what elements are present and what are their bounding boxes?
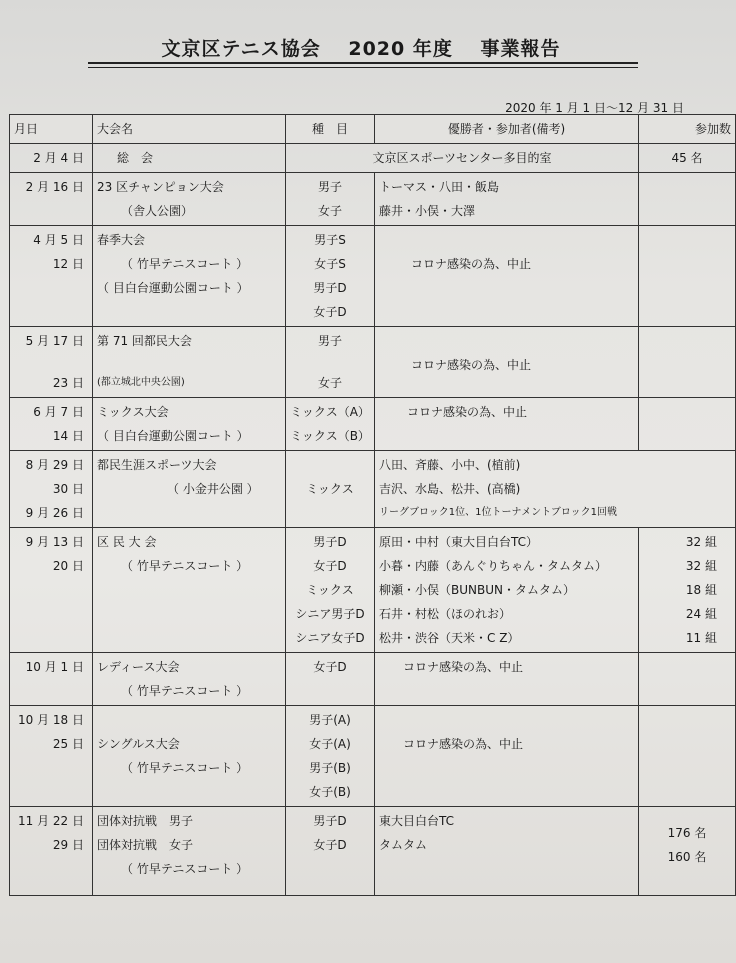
row-category (286, 451, 375, 528)
event-venue: （ 竹早テニスコート ） (121, 862, 249, 876)
event-name: 都民生涯スポーツ大会 (97, 458, 217, 472)
date-text: 9 月 13 日 (25, 535, 84, 549)
row-dates (10, 144, 93, 173)
event-name: 春季大会 (97, 233, 146, 247)
count-text: 176 名 (667, 826, 707, 840)
date-text: 2 月 4 日 (33, 151, 84, 165)
row-count (639, 706, 736, 807)
row-dates (10, 706, 93, 807)
row-count (639, 528, 736, 653)
date-text: 5 月 17 日 (25, 334, 84, 348)
row-event (93, 653, 286, 706)
event-name: シングルス大会 (97, 737, 180, 751)
count-text: 160 名 (667, 850, 707, 864)
row-event (93, 398, 286, 451)
row-dates (10, 173, 93, 226)
report-table (9, 114, 736, 896)
event-name: 23 区チャンピョン大会 (97, 180, 224, 194)
date-text: 12 日 (52, 257, 84, 271)
category-text: 男子D (313, 281, 347, 295)
event-venue: （ 小金井公園 ） (167, 482, 259, 496)
row-category (286, 226, 375, 327)
row-category (286, 327, 375, 398)
row-notes (375, 327, 639, 398)
table-row (10, 226, 736, 327)
event-name: 団体対抗戦 女子 (97, 838, 194, 852)
row-notes (375, 398, 639, 451)
row-event (93, 144, 286, 173)
note-text: 石井・村松（ほのれお） (379, 607, 512, 621)
category-text: 男子S (314, 233, 346, 247)
table-row (10, 528, 736, 653)
row-notes (375, 807, 639, 896)
event-name: 団体対抗戦 男子 (97, 814, 194, 828)
count-text: 24 組 (685, 607, 717, 621)
row-event (93, 327, 286, 398)
date-text: 4 月 5 日 (33, 233, 84, 247)
category-text: 女子D (313, 838, 347, 852)
category-text: 男子 (317, 334, 342, 348)
table-row (10, 327, 736, 398)
event-venue: （ 竹早テニスコート ） (121, 684, 249, 698)
note-text: コロナ感染の為、中止 (407, 405, 528, 419)
row-count (639, 226, 736, 327)
row-notes (375, 653, 639, 706)
note-text: 松井・渋谷（天米・C Z） (379, 631, 520, 645)
row-event (93, 807, 286, 896)
event-venue: （ 目白台運動公園コート ） (97, 429, 249, 443)
date-text: 14 日 (52, 429, 84, 443)
date-text: 11 月 22 日 (18, 814, 84, 828)
note-text: コロナ感染の為、中止 (403, 737, 524, 751)
category-text: 男子 (317, 180, 342, 194)
row-category (286, 807, 375, 896)
event-name: ミックス大会 (97, 405, 169, 419)
table-row (10, 807, 736, 896)
row-notes (375, 528, 639, 653)
event-name: 総 会 (117, 151, 154, 165)
date-text: 6 月 7 日 (33, 405, 84, 419)
row-count (639, 807, 736, 896)
date-text: 10 月 18 日 (18, 713, 84, 727)
row-count (639, 173, 736, 226)
category-text: 女子D (313, 660, 347, 674)
row-event (93, 226, 286, 327)
row-notes (375, 706, 639, 807)
category-text: 女子 (317, 376, 342, 390)
count-text: 32 組 (685, 535, 717, 549)
date-text: 2 月 16 日 (25, 180, 84, 194)
row-category (286, 173, 375, 226)
table-row (10, 451, 736, 528)
note-text: タムタム (379, 838, 428, 852)
row-dates (10, 807, 93, 896)
category-text: 男子D (313, 535, 347, 549)
category-text: 女子(B) (309, 785, 351, 799)
note-text: コロナ感染の為、中止 (411, 358, 532, 372)
col-header-category: 種 目 (286, 115, 375, 144)
row-count (639, 653, 736, 706)
category-text: シニア女子D (295, 631, 365, 645)
event-venue: （ 目白台運動公園コート ） (97, 281, 249, 295)
event-name: 第 71 回都民大会 (97, 334, 192, 348)
row-event (93, 173, 286, 226)
table-row (10, 173, 736, 226)
date-text: 20 日 (52, 559, 84, 573)
date-text: 23 日 (52, 376, 84, 390)
table-header-row (10, 115, 736, 144)
row-dates (10, 528, 93, 653)
page-title: 文京区テニス協会 2020 年度 事業報告 (161, 38, 561, 60)
col-header-notes: 優勝者・参加者(備考) (375, 115, 639, 144)
category-text: 男子(B) (309, 761, 351, 775)
count-text: 32 組 (685, 559, 717, 573)
note-text: リーグブロック1位、1位トーナメントブロック1回戦 (379, 507, 617, 518)
row-category (286, 706, 375, 807)
note-text: コロナ感染の為、中止 (403, 660, 524, 674)
row-notes (375, 451, 736, 528)
row-dates (10, 327, 93, 398)
event-name: レディース大会 (97, 660, 180, 674)
date-text: 29 日 (52, 838, 84, 852)
category-text: 女子D (313, 305, 347, 319)
count-text: 45 名 (671, 151, 703, 165)
count-text: 11 組 (685, 631, 717, 645)
event-venue: （ 竹早テニスコート ） (121, 761, 249, 775)
note-text: 藤井・小俣・大澤 (379, 204, 476, 218)
note-text: トーマス・八田・飯島 (379, 180, 500, 194)
event-venue: （舎人公園） (121, 204, 194, 218)
row-dates (10, 398, 93, 451)
row-category (286, 398, 375, 451)
category-text: ミックス (306, 583, 354, 597)
col-header-count: 参加数 (639, 115, 736, 144)
note-text: 文京区スポーツセンター多目的室 (372, 151, 552, 165)
category-text: 女子(A) (309, 737, 351, 751)
note-text: 吉沢、水島、松井、(高橋) (379, 482, 521, 496)
note-text: 八田、斉藤、小中、(植前) (379, 458, 521, 472)
row-dates (10, 653, 93, 706)
report-period: 2020 年 1 月 1 日〜12 月 31 日 (505, 101, 684, 115)
row-event (93, 528, 286, 653)
row-count (639, 327, 736, 398)
col-header-event: 大会名 (93, 115, 286, 144)
date-text: 8 月 29 日 (25, 458, 84, 472)
count-text: 18 組 (685, 583, 717, 597)
row-event (93, 451, 286, 528)
category-text: 女子 (317, 204, 342, 218)
row-category (286, 528, 375, 653)
date-text: 10 月 1 日 (25, 660, 84, 674)
table-row (10, 398, 736, 451)
category-text: ミックス (306, 482, 354, 496)
event-venue: (都立城北中央公園) (97, 377, 185, 388)
category-text: ミックス（A） (290, 405, 370, 419)
row-notes (375, 173, 639, 226)
row-dates (10, 451, 93, 528)
row-category (286, 653, 375, 706)
note-text: 小暮・内藤（あんぐりちゃん・タムタム） (379, 559, 608, 573)
date-text: 25 日 (52, 737, 84, 751)
row-count (639, 144, 736, 173)
note-text: コロナ感染の為、中止 (411, 257, 532, 271)
event-venue: （ 竹早テニスコート ） (121, 559, 249, 573)
row-notes (286, 144, 639, 173)
event-name: 区 民 大 会 (97, 535, 157, 549)
category-text: ミックス（B） (290, 429, 370, 443)
category-text: 女子D (313, 559, 347, 573)
row-notes (375, 226, 639, 327)
note-text: 東大目白台TC (379, 814, 455, 828)
title-underline-thin (88, 67, 638, 68)
category-text: 男子D (313, 814, 347, 828)
title-underline (88, 62, 638, 64)
category-text: 女子S (314, 257, 346, 271)
category-text: 男子(A) (309, 713, 351, 727)
table-row (10, 653, 736, 706)
row-count (639, 398, 736, 451)
note-text: 原田・中村（東大目白台TC） (379, 535, 539, 549)
table-row (10, 144, 736, 173)
date-text: 9 月 26 日 (25, 506, 84, 520)
row-dates (10, 226, 93, 327)
row-event (93, 706, 286, 807)
table-row (10, 706, 736, 807)
category-text: シニア男子D (295, 607, 365, 621)
note-text: 柳瀬・小俣（BUNBUN・タムタム） (379, 583, 575, 597)
col-header-date: 月日 (10, 115, 93, 144)
date-text: 30 日 (52, 482, 84, 496)
event-venue: （ 竹早テニスコート ） (121, 257, 249, 271)
